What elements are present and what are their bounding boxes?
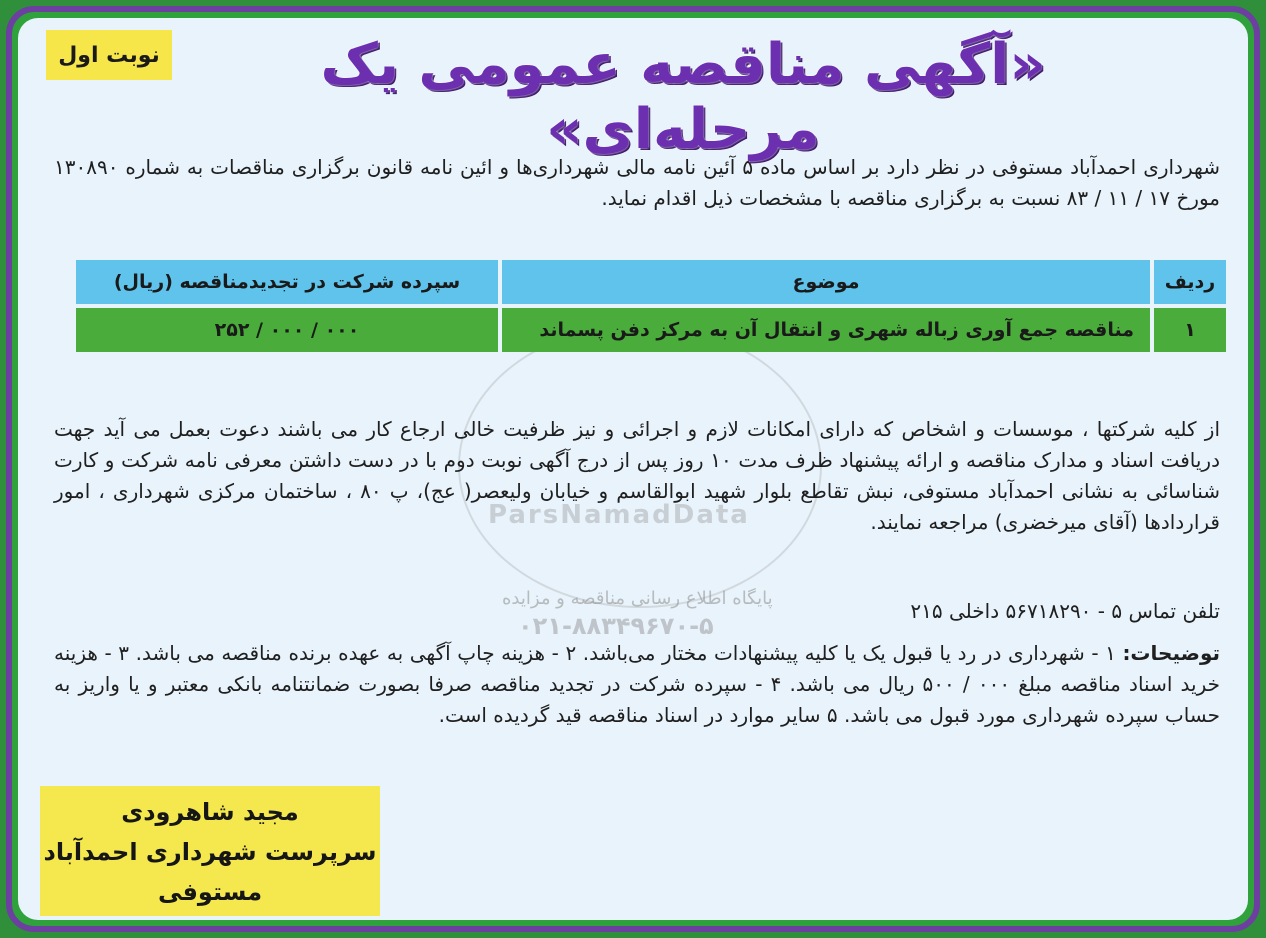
signature-box bbox=[40, 786, 380, 916]
notes-paragraph bbox=[54, 638, 1220, 731]
cell-deposit: ۰۰۰ / ۰۰۰ / ۲۵۲ bbox=[76, 308, 498, 352]
notes-label: توضیحات: bbox=[1122, 641, 1220, 665]
signatory-title-line2: مستوفی bbox=[157, 878, 263, 906]
edition-badge: نوبت اول bbox=[46, 30, 172, 80]
cell-row-number: ۱ bbox=[1154, 308, 1226, 352]
header-row-number: ردیف bbox=[1154, 260, 1226, 304]
intro-paragraph: شهرداری احمدآباد مستوفی در نظر دارد بر اساس ماده ۵ آئین نامه مالی شهرداری‌ها و ائین نامه قانون برگزاری مناقصات به شماره ۱۳۰۸۹۰ مورخ ۱۷ / ۱۱ / ۸۳ نسبت به برگزاری مناقصه با مشخصات ذیل اقدام نماید. bbox=[54, 155, 1220, 210]
table-header-row bbox=[76, 260, 1226, 304]
header-subject: موضوع bbox=[502, 260, 1150, 304]
notice-body bbox=[18, 18, 1248, 920]
contact-line: تلفن تماس ۵ - ۵۶۷۱۸۲۹۰ داخلی ۲۱۵ bbox=[910, 599, 1220, 623]
watermark-subtitle: پایگاه اطلاع رسانی مناقصه و مزایده bbox=[502, 588, 773, 609]
tender-table bbox=[72, 256, 1230, 356]
watermark-brand: ParsNamadData bbox=[488, 500, 750, 530]
cell-subject: مناقصه جمع آوری زباله شهری و انتقال آن به مرکز دفن پسماند bbox=[502, 308, 1150, 352]
notes-text: ۱ - شهرداری در رد یا قبول یک یا کلیه پیشنهادات مختار می‌باشد. ۲ - هزینه چاپ آگهی به عهده برنده مناقصه می باشد. ۳ - هزینه خرید اسناد مناقصه مبلغ ۰۰۰ / ۵۰۰ ریال می باشد. ۴ - سپرده شرکت در تجدید مناقصه صرفا بصورت ضمانتنامه بانکی معتبر و یا واریز به حساب سپرده شهرداری مورد قبول می باشد. ۵ سایر موارد در اسناد مناقصه قید گردیده است. bbox=[54, 641, 1221, 727]
table-row bbox=[76, 308, 1226, 352]
notice-frame bbox=[6, 6, 1260, 932]
header-deposit: سپرده شرکت در تجدیدمناقصه (ریال) bbox=[76, 260, 498, 304]
notice-title: «آگهی مناقصه عمومی یک مرحله‌ای» bbox=[320, 32, 1046, 162]
signatory-title-line1: سرپرست شهرداری احمدآباد bbox=[43, 838, 377, 866]
signatory-name: مجید شاهرودی bbox=[121, 798, 299, 826]
invitation-paragraph: از کلیه شرکتها ، موسسات و اشخاص که دارای امکانات لازم و اجرائی و نیز ظرفیت خالی ارجاع کار می باشند دعوت بعمل می آید جهت دریافت اسناد و مدارک مناقصه و ارائه پیشنهاد ظرف مدت ۱۰ روز پس از درج آگهی نوبت دوم با در دست داشتن معرفی نامه شرکت و کارت شناسائی به نشانی احمدآباد مستوفی، نبش تقاطع بلوار شهید ابوالقاسم و خیابان ولیعصر( عج)، پ ۸۰ ، ساختمان مرکزی شهرداری ، امور قراردادها (آقای میرخضری) مراجعه نمایند. bbox=[54, 417, 1221, 534]
watermark-phone: ۰۲۱-۸۸۳۴۹۶۷۰-۵ bbox=[518, 612, 714, 640]
